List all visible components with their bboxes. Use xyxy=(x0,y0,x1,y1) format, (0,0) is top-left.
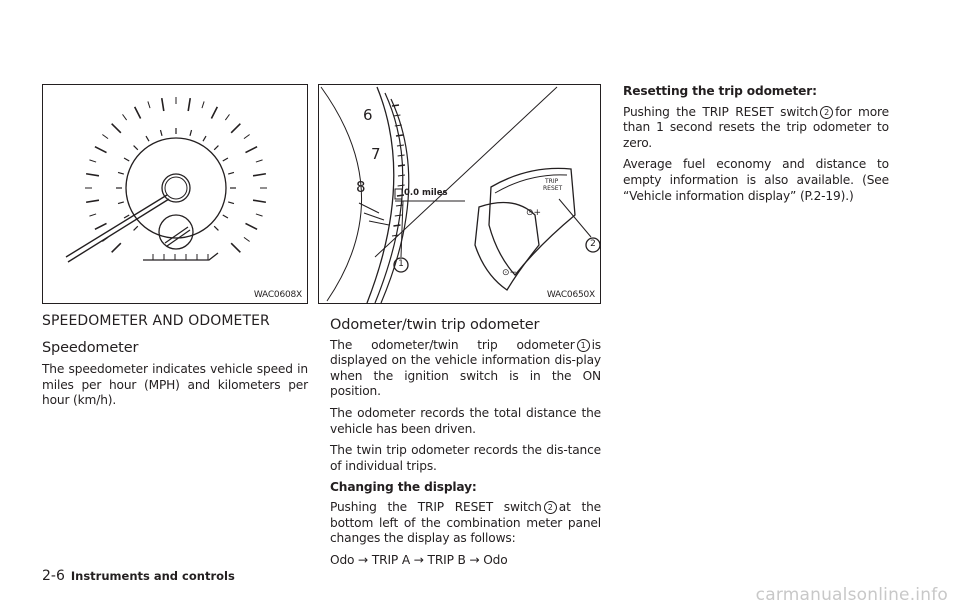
figure-code: WAC0650X xyxy=(546,290,595,300)
speedometer-figure xyxy=(42,84,308,304)
changing-display-heading: Changing the display: xyxy=(330,480,477,495)
odometer-total-paragraph: The odometer records the total distance the vehicle has been driven. xyxy=(330,405,601,436)
gauge-number-6: 6 xyxy=(363,106,373,124)
paragraph-text: Pushing the TRIP RESET switch xyxy=(330,499,542,514)
page-number: 2-6 xyxy=(42,568,65,584)
page-footer xyxy=(42,568,235,584)
speedometer-illustration xyxy=(43,85,309,305)
middle-column xyxy=(330,318,601,574)
callout-2: 2 xyxy=(590,239,596,249)
section-title: Instruments and controls xyxy=(70,569,235,583)
callout-2-icon: 2 xyxy=(820,106,833,119)
odometer-readout: 0.0 miles xyxy=(404,188,448,198)
subsection-heading: Speedometer xyxy=(42,339,139,356)
gauge-number-8: 8 xyxy=(356,178,366,196)
fuel-economy-paragraph: Average fuel economy and distance to empty information is also available. (See “Vehicle information display” (P.2-19).) xyxy=(623,157,889,203)
svg-text:⊙+: ⊙+ xyxy=(526,208,542,218)
subsection-heading: Odometer/twin trip odometer xyxy=(330,317,540,333)
twin-trip-paragraph: The twin trip odometer records the dis-tance of individual trips. xyxy=(330,443,601,473)
paragraph-text: at the bottom left of the combination meter panel changes the display as follows: xyxy=(330,499,601,546)
trip-odometer-figure xyxy=(318,84,601,304)
gauge-number-7: 7 xyxy=(371,145,381,163)
paragraph-text: for more than 1 second resets the trip odometer to zero. xyxy=(623,104,889,150)
section-heading: SPEEDOMETER AND ODOMETER xyxy=(42,313,270,329)
left-column xyxy=(42,314,308,415)
resetting-heading: Resetting the trip odometer: xyxy=(623,84,817,98)
svg-text:TRIP: TRIP xyxy=(545,178,559,185)
right-column xyxy=(623,84,889,210)
paragraph-text: is displayed on the vehicle information dis-play when the ignition switch is in the ON position. xyxy=(330,337,601,399)
paragraph-text: The odometer/twin trip odometer xyxy=(330,337,575,352)
watermark: carmanualsonline.info xyxy=(755,585,948,605)
svg-text:RESET: RESET xyxy=(543,185,563,192)
callout-1-icon: 1 xyxy=(577,339,590,352)
odometer-paragraph xyxy=(330,338,601,400)
callout-2-icon: 2 xyxy=(544,501,557,514)
changing-display-paragraph xyxy=(330,500,601,547)
resetting-paragraph xyxy=(623,105,889,152)
display-sequence: Odo → TRIP A → TRIP B → Odo xyxy=(330,552,508,567)
paragraph-text: Pushing the TRIP RESET switch xyxy=(623,104,819,119)
svg-text:⊙−: ⊙− xyxy=(502,268,518,278)
speedometer-paragraph: The speedometer indicates vehicle speed in miles per hour (MPH) and kilometers per hour (km/h). xyxy=(42,362,308,408)
figure-code: WAC0608X xyxy=(253,290,302,300)
callout-1: 1 xyxy=(398,259,404,269)
